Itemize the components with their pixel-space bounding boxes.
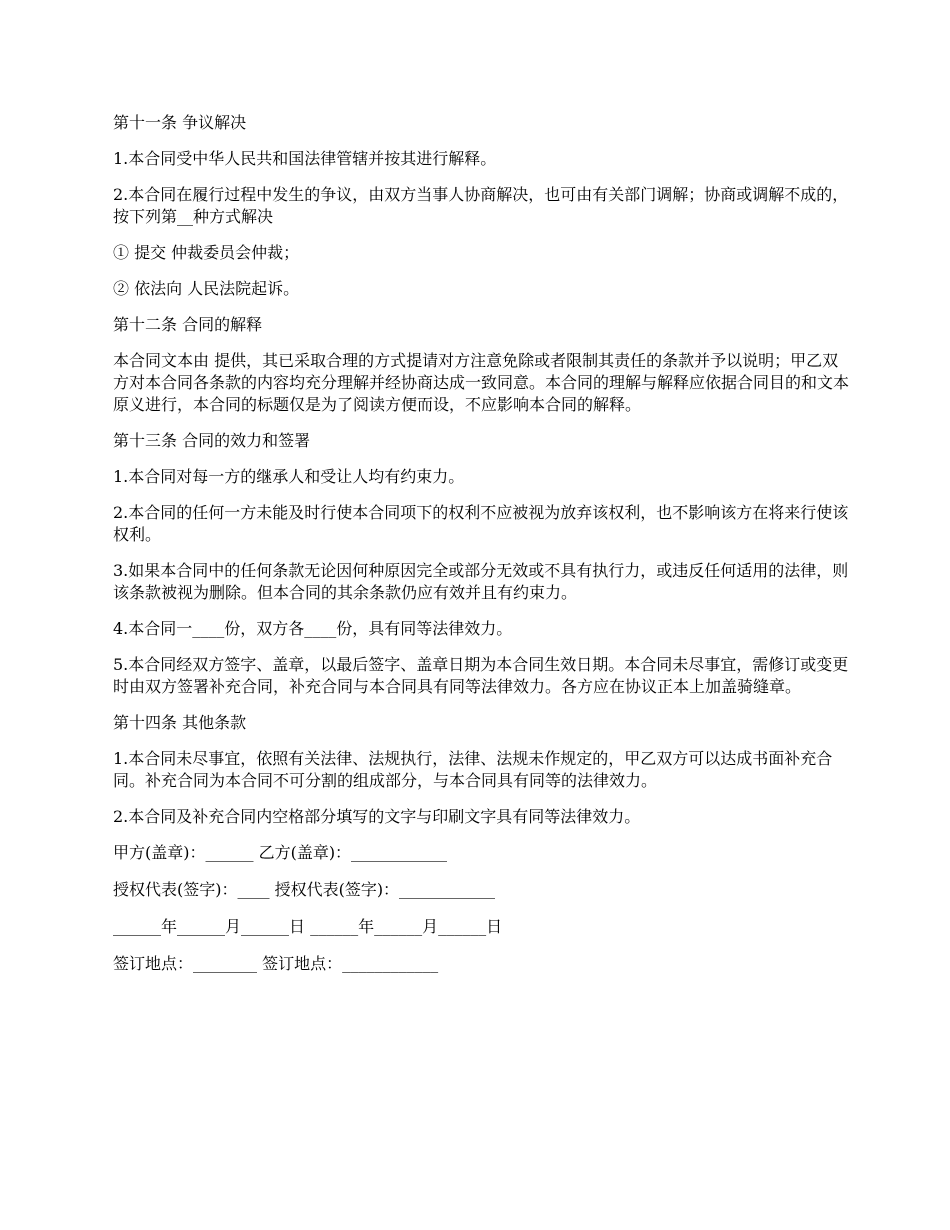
section-11-title: 第十一条 争议解决 — [113, 113, 247, 132]
section-13-item-5: 5.本合同经双方签字、盖章，以最后签字、盖章日期为本合同生效日期。本合同未尽事宜，需修订或变更时由双方签署补充合同，补充合同与本合同具有同等法律效力。各方应在协议正本上加盖骑缝章。 — [113, 655, 849, 696]
section-14-item-2: 2.本合同及补充合同内空格部分填写的文字与印刷文字具有同等法律效力。 — [113, 807, 641, 826]
section-14-item-1: 1.本合同未尽事宜，依照有关法律、法规执行，法律、法规未作规定的，甲乙双方可以达成书面补充合同。补充合同为本合同不可分割的组成部分，与本合同具有同等的法律效力。 — [113, 749, 833, 790]
contract-page — [113, 112, 853, 990]
section-14-title: 第十四条 其他条款 — [113, 713, 247, 732]
signature-place-line: 签订地点：________ 签订地点：____________ — [113, 954, 439, 973]
section-13-item-1: 1.本合同对每一方的继承人和受让人均有约束力。 — [113, 467, 465, 486]
section-11-item-3: ① 提交 仲裁委员会仲裁； — [113, 243, 300, 262]
section-13-item-3: 3.如果本合同中的任何条款无论因何种原因完全或部分无效或不具有执行力，或违反任何适用的法律，则该条款被视为删除。但本合同的其余条款仍应有效并且有约束力。 — [113, 561, 849, 602]
signature-representative-line: 授权代表(签字)：____ 授权代表(签字)：____________ — [113, 880, 496, 899]
section-12-item-1: 本合同文本由 提供，其已采取合理的方式提请对方注意免除或者限制其责任的条款并予以说明；甲乙双方对本合同各条款的内容均充分理解并经协商达成一致同意。本合同的理解与解释应依据合同目的和文本原义进行，本合同的标题仅是为了阅读方便而设，不应影响本合同的解释。 — [113, 351, 850, 414]
section-11-item-1: 1.本合同受中华人民共和国法律管辖并按其进行解释。 — [113, 149, 497, 168]
signature-date-line: ______年______月______日 ______年______月______日 — [113, 917, 503, 936]
section-13-title: 第十三条 合同的效力和签署 — [113, 431, 311, 450]
section-13-item-4: 4.本合同一____份，双方各____份，具有同等法律效力。 — [113, 619, 513, 638]
section-11-item-4: ② 依法向 人民法院起诉。 — [113, 279, 300, 298]
section-11-item-2: 2.本合同在履行过程中发生的争议，由双方当事人协商解决，也可由有关部门调解；协商或调解不成的，按下列第__种方式解决 — [113, 185, 849, 226]
section-12-title: 第十二条 合同的解释 — [113, 315, 263, 334]
signature-seal-line: 甲方(盖章)：______ 乙方(盖章)：____________ — [113, 843, 448, 862]
section-13-item-2: 2.本合同的任何一方未能及时行使本合同项下的权利不应被视为放弃该权利，也不影响该方在将来行使该权利。 — [113, 503, 849, 544]
